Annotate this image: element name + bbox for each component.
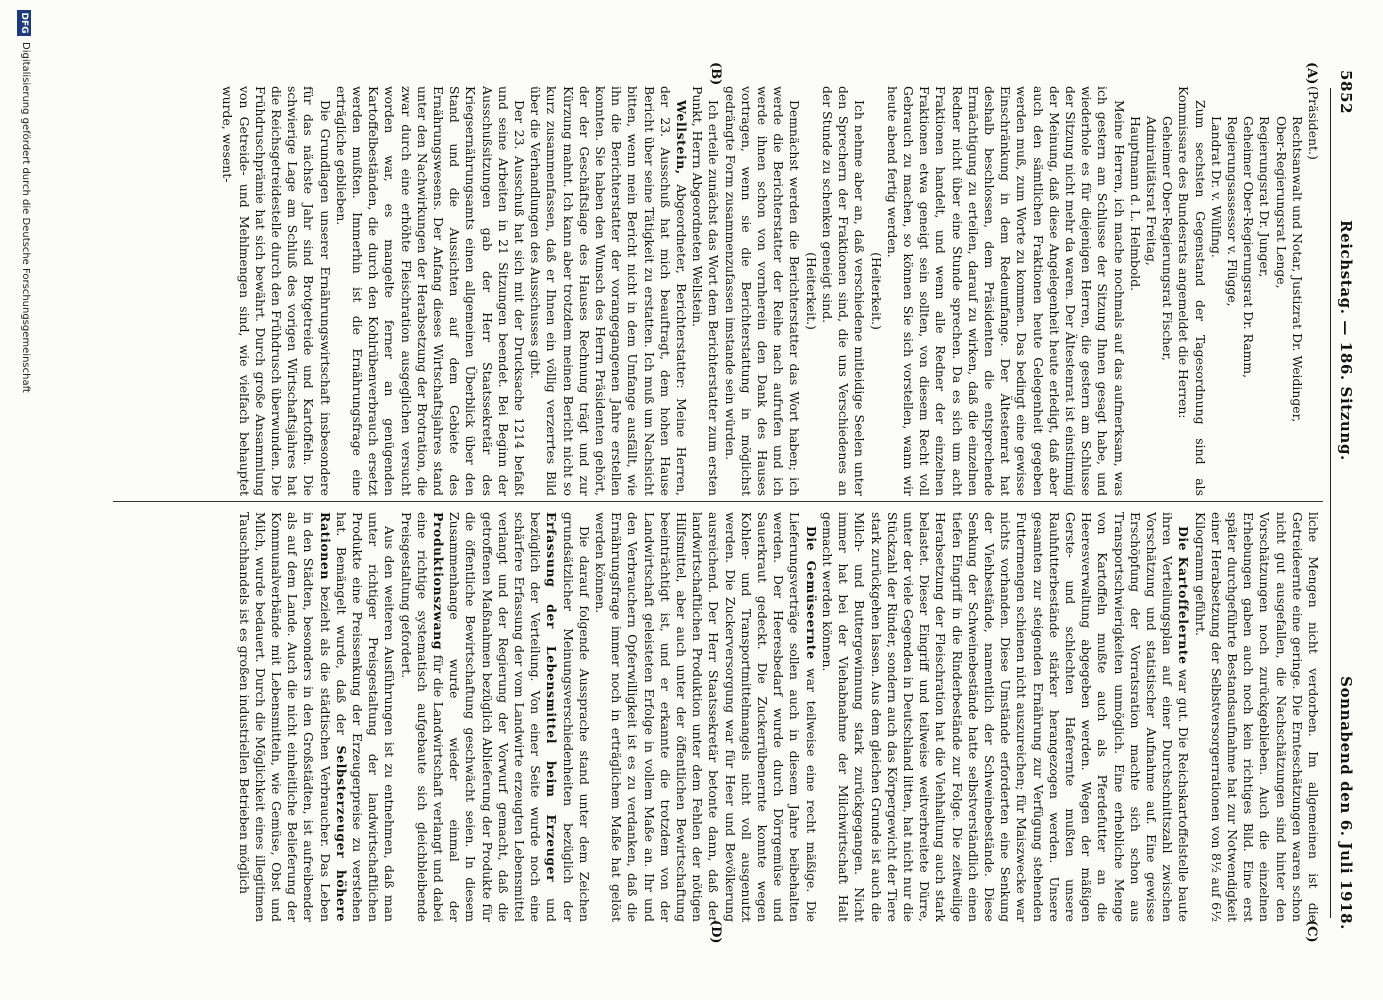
paragraph: Ich erteile zunächst das Wort dem Berichterstatter zum ersten Punkt, Herrn Abgeordneten Wellstein. (690, 86, 722, 496)
member-line: Admiralitätsrat Freitag, (1143, 116, 1159, 266)
paragraph-text: und bezüglich der Verteilung. Von einer Seite wurde noch eine schärfere Erfassung der vom Landwirte erzeugten Lebensmittel verlangt und der Regierung der Vorwurf gemacht, daß die getroffenen Maßnahmen bezüglich Ablieferung der Produkte für die öffentliche Bewirtschaftung geschwächt seien. In diesem Zusammenhange wurde wieder einmal der (447, 512, 560, 922)
paragraph (819, 512, 1192, 922)
speaker-label: (Präsident.) (1306, 86, 1321, 160)
paragraph: Der 23. Ausschuß hat sich mit der Drucksache 1214 befaßt und seine Arbeiten in 21 Sitzungen beendet. Bei Beginn der Ausschußsitzungen gab der Herr Staatssekretär des Kriegsernährungsamts einen allgemeinen Überblick über den Stand und die Aussichten auf dem Gebiete des Ernährungswesens. Der Anfang dieses Wirtschaftsjahres stand unter den Nachwirkungen der Herabsetzung der Brotration, die zwar durch eine erhöhte Fleischration ausgeglichen versucht worden war, es mangelte ferner an genügenden Kartoffelbeständen, die durch den Kohlrübenverbrauch ersetzt werden mußten. Immerhin ist die Ernährungsfrage eine erträgliche geblieben. (333, 86, 528, 496)
member-line: Geheimer Ober-Regierungsrat Fischer, (1160, 116, 1176, 361)
paragraph-text: Aus den weiteren Ausführungen ist zu entnehmen, daß man unter richtiger Preisgestaltung der landwirtschaftlichen Produkte eine Preissenkung der Erzeugerpreise zu verstehen hat. Bemängelt wurde, daß der (333, 512, 398, 922)
paragraph: Ich nehme aber an, daß verschiedene mitleidige Seelen unter den Sprechern der Fraktionen sind, die uns Verschiedenes an der Stunde zu schenken geneigt sind. (819, 86, 868, 496)
member-line: Ober-Regierungsrat Lenge, (1273, 116, 1289, 289)
paragraph-text: war teilweise eine recht mäßige. Die Lieferungsverträge sollen auch in diesem Jahre beibehalten werden. Der Heeresbedarf wurde durch Dörrgemüse und Sauerkraut gedeckt. Die Zuckerrübenernte konnte wegen Kohlen- und Transportmittelmangels nicht voll ausgenutzt werden. Die Zuckerversorgung war für Heer und Bevölkerung ausreichend. Der Herr Staatssekretär betonte dann, daß der landwirtschaftlichen Produktion unter dem Fehlen der nötigen Hilfsmittel, aber auch unter der öffentlichen Bewirtschaftung beeinträchtigt ist, und er erkannte die trotzdem von der Landwirtschaft geleisteten Erfolge in vollem Maße an. Ihr und den Verbrauchern Opferwilligkeit ist es zu verdanken, daß die Ernährungsfrage immer noch in erträglichem Maße hat gelöst werden können. (593, 512, 819, 922)
paragraph: liche Mengen nicht verdorben. Im allgemeinen ist die Getreideernte eine geringe. Die Ernteschätzungen waren schon nicht gut ausgefallen, die Nachschätzungen sind hinter den Vorschätzungen noch zurückgeblieben. Auch die einzelnen Erhebungen gaben auch noch kein richtiges Bild. Eine erst später durchgeführte Bestandsaufnahme hat zur Notwendigkeit einer Herabsetzung der Selbstversorgerrationen von 8½ auf 6½ Kilogramm geführt. (1192, 512, 1321, 922)
credit-text: Digitalisierung gefördert durch die Deutsche Forschungsgemeinschaft (20, 42, 31, 393)
session-date: Sonnabend den 6. Juli 1918. (1337, 676, 1355, 930)
margin-marker-b: (B) (708, 62, 723, 86)
paragraph: Die Grundlagen unserer Ernährungswirtschaft insbesondere für das nächste Jahr sind Brotgetreide und Kartoffeln. Die schwierige Lage am Schluß des vorigen Wirtschaftsjahres hat die Reichsgetreidestelle durch den Frühdrusch überwunden. Die Frühdruschprämie hat sich bewährt. Durch große Ansammlung von Getreide- und Mehlmengen sind, wie vielfach behauptet wurde, wesent- (220, 86, 333, 496)
reaction: (Heiterkeit.) (868, 252, 884, 330)
column-divider (113, 501, 1323, 502)
page-title: Reichstag. — 186. Sitzung. (1337, 220, 1355, 461)
bold-term: Erfassung der Lebensmittel beim Erzeuger (544, 512, 560, 883)
paragraph: Demnächst werden die Berichterstatter das Wort haben; ich werde die Berichterstatter der Reihe nach aufrufen und ich werde ihnen schon von vornherein den Dank des Hauses vortragen, wenn sie die Berichterstattung in möglichst gedrängte Form zusammenzufassen imstande sein würden. (722, 86, 803, 496)
member-line: Rechtsanwalt und Notar, Justizrat Dr. Weidinger, (1289, 116, 1305, 423)
margin-marker-a: (A) (1304, 62, 1319, 85)
member-line: Landrat Dr. v. Wülfing. (1208, 116, 1224, 258)
paragraph: Zum sechsten Gegenstand der Tagesordnung sind als Kommissare des Bundesrats angemeldet die Herren: (1176, 86, 1208, 496)
margin-marker-d: (D) (708, 920, 723, 944)
paragraph-text: war gut. Die Reichskartoffelstelle baute ihren Verteilungsplan auf einer Durchschnittszahl zwischen Vorschätzung und statistischer Aufnahme auf. Eine gewisse Erschöpfung der Vorratsration machte sich schon aus Transportschwierigkeiten unmöglich. Eine erhebliche Menge von Kartoffeln mußte auch als Pferdefutter an die Heeresverwaltung abgegeben werden. Wegen der mäßigen Gerste- und schlechten Haferernte mußten unsere Rauhfutterbestände stärker herangezogen werden. Unsere gesamten zur steigenden Ernährung zur Verfügung stehenden Futtermengen schienen nicht auszureichen; für Maiszwecke war nichts vorhanden. Diese Umstände erforderten eine Senkung der Viehbestände, namentlich der Schweinebestände. Diese Senkung der Schweinebestände hatte selbstverständlich einen tiefen Eingriff in die Rinderbestände zur Folge. Die zeitweilige Herabsetzung der Fleischration hat die Viehhaltung auch stark belastet. Dieser Eingriff und teilweise weitverbreitete Dürre, unter der viele Gegenden in Deutschland litten, hat nicht nur die Stückzahl der Rinder, sondern auch das Körpergewicht der Tiere stark zurückgehen lassen. Aus dem gleichen Grunde ist auch die Milch- und Buttergewinnung stark zurückgegangen. Nicht immer hat bei der Viehabnahme der Milchwirtschaft Halt gemacht werden können. (819, 512, 1192, 922)
dfg-logo: DFG (17, 10, 31, 36)
paragraph-text: bezieht als die städtischen Verbraucher. Das Leben in den Städten, besonders in den Großstädten, ist aufreibender als auf dem Lande. Auch die nicht einheitliche Belieferung der Kommunalverbände mit Lebensmitteln, wie Gemüse, Obst und Milch, wurde bedauert. Durch die Möglichkeit eines illegitimen Tauschhandels ist es großen industriellen Betrieben möglich (236, 512, 333, 922)
header-rule (1330, 88, 1331, 918)
paragraph (527, 86, 689, 496)
page-number: 5852 (1337, 70, 1355, 115)
right-column (116, 512, 1321, 922)
paragraph-text: für die Landwirtschaft verlangt und dabei eine richtige systematisch aufgebaute sich gleichbleibende Preisgestaltung gefordert. (398, 512, 447, 922)
reaction: (Heiterkeit.) (803, 252, 819, 330)
page-header (1333, 70, 1355, 930)
speaker-name: Wellstein, (674, 100, 690, 175)
paragraph (592, 512, 819, 922)
member-line: Hauptmann d. L. Helmbold. (1127, 116, 1143, 292)
paragraph: Meine Herren, ich mache nochmals auf das aufmerksam, was ich gestern am Schlusse der Sitzung Ihnen gesagt habe, und wiederhole es für diejenigen Herren, die gestern am Schlusse der Sitzung nicht mehr da waren. Der Ältestenrat ist einstimmig der Meinung, daß diese Angelegenheit heute erledigt, daß aber auch den sämtlichen Fraktionen heute Gelegenheit gegeben werden muß, zum Worte zu kommen. Das bedingt eine gewisse Einschränkung in dem Redeumfange. Der Ältestenrat hat deshalb beschlossen, dem Präsidenten die entsprechende Ermächtigung zu erteilen, darauf zu wirken, daß die einzelnen Redner nicht über eine Stunde sprechen. Da es sich um acht Fraktionen handelt, und wenn alle Redner der einzelnen Fraktionen etwa geneigt sein sollten, von diesem Recht voll Gebrauch zu machen, so können Sie sich vorstellen, wann wir heute abend fertig werden. (884, 86, 1127, 496)
margin-marker-c: (C) (1304, 920, 1319, 943)
member-line: Regierungsrat Dr. Junger, (1257, 116, 1273, 278)
member-line: Regierungsassessor v. Flügge, (1224, 116, 1240, 307)
left-column (116, 86, 1321, 496)
paragraph-text: Die darauf folgende Aussprache stand unter dem Zeichen grundsätzlicher Meinungsverschiedenheiten bezüglich der (560, 512, 592, 922)
member-line: Geheimer Ober-Regierungsrat Dr. Ramm, (1241, 116, 1257, 379)
speech-text: Abgeordneter, Berichterstatter: Meine Herren, der 23. Ausschuß hat mich beauftragt, dem hohen Hause Bericht über seine Tätigkeit zu erstatten. Ich muß um Nachsicht bitten, wenn mein Bericht nicht in dem Umfange ausfällt, wie ihn die Berichterstatter der vorangegangenen Jahre erstellen konnten. Sie haben den Wunsch des Herrn Präsidenten gehört, der der Geschäftslage des Hauses Rechnung trägt und zur Kürzung mahnt. Ich kann aber trotzdem meinen Bericht nicht so kurz zusammenfassen, daß er Ihnen ein völlig verzerrtes Bild über die Verhandlungen des Ausschusses gibt. (528, 86, 690, 496)
paragraph (397, 512, 591, 922)
bold-term: Selbsterzeuger höhere Rationen (317, 512, 349, 922)
bold-term: Die Gemüseernte (803, 526, 819, 660)
paragraph (235, 512, 397, 922)
bold-term: Produktionszwang (431, 512, 447, 651)
bold-term: Die Kartoffelernte (1176, 526, 1192, 665)
